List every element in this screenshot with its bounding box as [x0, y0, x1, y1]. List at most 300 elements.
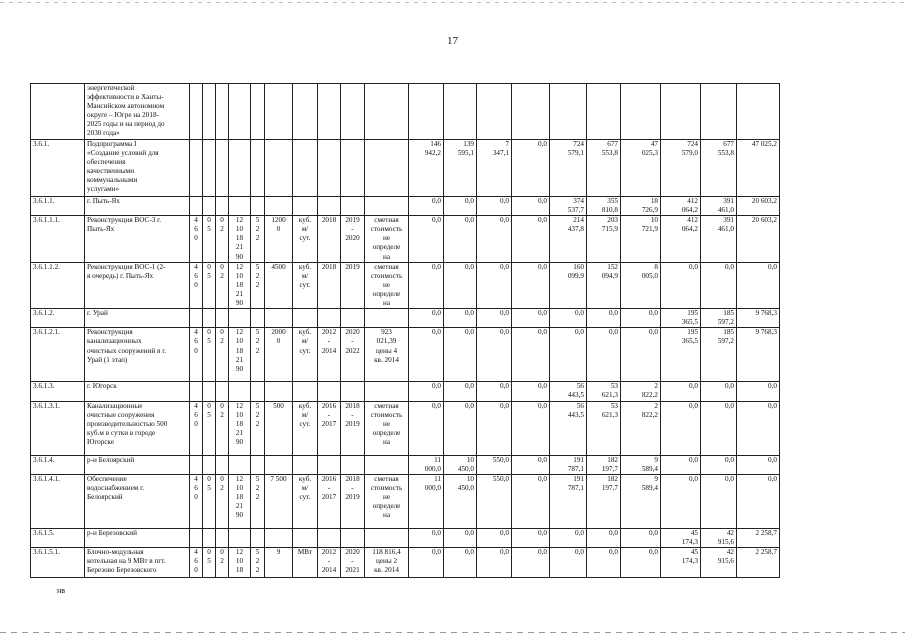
cell-v8: 0,0 — [661, 455, 701, 474]
cell-f1 — [190, 382, 203, 401]
cell-f5 — [251, 455, 265, 474]
cell-v1: 0,0 — [409, 328, 444, 382]
cell-f4 — [229, 528, 251, 547]
cell-cost — [365, 197, 409, 216]
cell-f1 — [190, 140, 203, 197]
cell-v2: 139 595,1 — [444, 140, 477, 197]
cell-f5: 5 2 2 — [251, 474, 265, 528]
cell-v9: 0,0 — [701, 474, 737, 528]
cell-name: р-н Белоярский — [85, 455, 190, 474]
cell-unit — [293, 309, 318, 328]
cell-unit: куб. м/ сут. — [293, 328, 318, 382]
scan-edge-top — [0, 2, 905, 3]
cell-f4: 12 10 18 21 90 — [229, 401, 251, 455]
cell-v6: 0,0 — [587, 547, 621, 577]
cell-y2 — [341, 382, 365, 401]
cell-v4: 0,0 — [512, 474, 550, 528]
cell-cost — [365, 84, 409, 140]
cell-cost: сметная стоимость не определе на — [365, 474, 409, 528]
cell-y1 — [318, 382, 341, 401]
cell-cap — [265, 197, 293, 216]
cell-f4: 12 10 18 21 90 — [229, 474, 251, 528]
cell-v9: 42 915,6 — [701, 547, 737, 577]
cell-v2: 10 450,0 — [444, 455, 477, 474]
cell-v6: 53 621,3 — [587, 382, 621, 401]
cell-code — [31, 84, 85, 140]
cell-v7: 18 726,9 — [621, 197, 661, 216]
cell-cap: 4500 — [265, 262, 293, 308]
cell-v4: 0,0 — [512, 309, 550, 328]
footer-mark: нв — [57, 586, 66, 595]
cell-v10 — [737, 84, 780, 140]
cell-f4: 12 10 18 21 90 — [229, 216, 251, 262]
cell-v10: 2 258,7 — [737, 528, 780, 547]
cell-y2: 2018 - 2019 — [341, 401, 365, 455]
cell-f1: 4 6 0 — [190, 216, 203, 262]
cell-f5 — [251, 382, 265, 401]
cell-v8 — [661, 84, 701, 140]
cell-y1 — [318, 309, 341, 328]
cell-y1 — [318, 140, 341, 197]
cell-cost: 118 816,4 цены 2 кв. 2014 — [365, 547, 409, 577]
cell-f4 — [229, 455, 251, 474]
cell-v9: 391 461,0 — [701, 197, 737, 216]
cell-y2: 2018 - 2019 — [341, 474, 365, 528]
cell-f3 — [216, 309, 229, 328]
cell-f2: 0 5 — [203, 474, 216, 528]
cell-code: 3.6.1. — [31, 140, 85, 197]
cell-f5: 5 2 2 — [251, 216, 265, 262]
cell-y1: 2016 - 2017 — [318, 401, 341, 455]
cell-v3: 7 347,1 — [477, 140, 512, 197]
cell-f2: 0 5 — [203, 328, 216, 382]
cell-v8: 45 174,3 — [661, 528, 701, 547]
document-sheet — [30, 83, 780, 578]
cell-v4: 0,0 — [512, 328, 550, 382]
cell-cap: 2000 0 — [265, 328, 293, 382]
cell-v6: 0,0 — [587, 328, 621, 382]
cell-f2 — [203, 84, 216, 140]
cell-v9 — [701, 84, 737, 140]
cell-v1 — [409, 84, 444, 140]
cell-f1 — [190, 197, 203, 216]
table-row — [31, 455, 780, 474]
cell-v6 — [587, 84, 621, 140]
cell-v2: 0,0 — [444, 382, 477, 401]
cell-cost — [365, 140, 409, 197]
cell-f3: 0 2 — [216, 328, 229, 382]
cell-v2: 0,0 — [444, 401, 477, 455]
cell-v1: 11 000,0 — [409, 455, 444, 474]
cell-v5: 191 787,1 — [550, 474, 587, 528]
cell-f1 — [190, 309, 203, 328]
cell-v9: 677 553,8 — [701, 140, 737, 197]
cell-f3: 0 2 — [216, 474, 229, 528]
cell-v3: 0,0 — [477, 401, 512, 455]
cell-v1: 0,0 — [409, 309, 444, 328]
cell-v7: 10 721,9 — [621, 216, 661, 262]
cell-v9: 42 915,6 — [701, 528, 737, 547]
cell-v4: 0,0 — [512, 401, 550, 455]
scan-edge-bottom — [0, 632, 905, 633]
cell-v5: 191 787,1 — [550, 455, 587, 474]
cell-v8: 0,0 — [661, 401, 701, 455]
cell-name: Обеспечение водоснабжением г. Белоярский — [85, 474, 190, 528]
cell-cap — [265, 528, 293, 547]
cell-code: 3.6.1.4. — [31, 455, 85, 474]
cell-v10: 9 768,3 — [737, 309, 780, 328]
cell-f2 — [203, 455, 216, 474]
cell-f1 — [190, 528, 203, 547]
cell-v1: 146 942,2 — [409, 140, 444, 197]
cell-unit — [293, 140, 318, 197]
cell-v2: 0,0 — [444, 309, 477, 328]
program-table — [30, 83, 780, 578]
cell-v1: 0,0 — [409, 401, 444, 455]
cell-unit: куб. м/ сут. — [293, 262, 318, 308]
cell-v1: 0,0 — [409, 262, 444, 308]
cell-v7: 0,0 — [621, 328, 661, 382]
cell-cap — [265, 140, 293, 197]
cell-f2 — [203, 140, 216, 197]
cell-v7: 9 589,4 — [621, 455, 661, 474]
cell-unit — [293, 197, 318, 216]
table-row — [31, 197, 780, 216]
cell-code: 3.6.1.5. — [31, 528, 85, 547]
cell-v10: 0,0 — [737, 262, 780, 308]
cell-f1: 4 6 0 — [190, 401, 203, 455]
cell-v2: 0,0 — [444, 528, 477, 547]
table-row — [31, 84, 780, 140]
table-row — [31, 474, 780, 528]
cell-v3: 0,0 — [477, 197, 512, 216]
cell-cost: 923 021,39 цены 4 кв. 2014 — [365, 328, 409, 382]
cell-v10: 0,0 — [737, 474, 780, 528]
cell-y1 — [318, 455, 341, 474]
cell-v3 — [477, 84, 512, 140]
cell-v9: 185 597,2 — [701, 328, 737, 382]
cell-v7: 0,0 — [621, 547, 661, 577]
cell-v7: 0,0 — [621, 309, 661, 328]
cell-v8: 195 365,5 — [661, 309, 701, 328]
cell-f2 — [203, 309, 216, 328]
table-row — [31, 401, 780, 455]
cell-code: 3.6.1.1.1. — [31, 216, 85, 262]
cell-f2 — [203, 197, 216, 216]
cell-f5 — [251, 140, 265, 197]
cell-y2 — [341, 84, 365, 140]
cell-v4: 0,0 — [512, 197, 550, 216]
cell-v6: 182 197,7 — [587, 455, 621, 474]
cell-v9: 0,0 — [701, 262, 737, 308]
cell-v4: 0,0 — [512, 382, 550, 401]
cell-v6: 53 621,3 — [587, 401, 621, 455]
cell-f5 — [251, 309, 265, 328]
cell-unit — [293, 455, 318, 474]
cell-cap: 1200 0 — [265, 216, 293, 262]
cell-v1: 0,0 — [409, 197, 444, 216]
cell-f2: 0 5 — [203, 401, 216, 455]
table-body — [31, 84, 780, 578]
cell-v10: 0,0 — [737, 455, 780, 474]
table-row — [31, 528, 780, 547]
cell-v6: 152 094,9 — [587, 262, 621, 308]
cell-f1: 4 6 0 — [190, 328, 203, 382]
cell-f3 — [216, 528, 229, 547]
cell-cost — [365, 528, 409, 547]
cell-v10: 47 025,2 — [737, 140, 780, 197]
cell-cost: сметная стоимость не определе на — [365, 216, 409, 262]
cell-name: Канализационные очистные сооружения производительностью 500 куб.м в сутки в городе Югорске — [85, 401, 190, 455]
cell-y1 — [318, 528, 341, 547]
cell-y2 — [341, 197, 365, 216]
cell-v5: 160 099,9 — [550, 262, 587, 308]
cell-v10: 9 768,3 — [737, 328, 780, 382]
cell-v2: 0,0 — [444, 547, 477, 577]
cell-v2: 0,0 — [444, 262, 477, 308]
table-row — [31, 309, 780, 328]
cell-cap — [265, 309, 293, 328]
cell-cap — [265, 382, 293, 401]
cell-v8: 412 064,2 — [661, 197, 701, 216]
cell-v3: 0,0 — [477, 547, 512, 577]
cell-name: энергетической эффективности в Ханты- Мансийском автономном округе – Югре на 2018- 2025 годы и на период до 2030 года» — [85, 84, 190, 140]
cell-v9: 0,0 — [701, 401, 737, 455]
cell-v1: 0,0 — [409, 547, 444, 577]
page-number: 17 — [447, 35, 458, 47]
cell-v1: 0,0 — [409, 216, 444, 262]
cell-v6: 355 810,8 — [587, 197, 621, 216]
cell-v3: 0,0 — [477, 382, 512, 401]
cell-v5: 724 579,1 — [550, 140, 587, 197]
table-row — [31, 547, 780, 577]
cell-v5: 214 437,8 — [550, 216, 587, 262]
cell-f1 — [190, 455, 203, 474]
cell-v4: 0,0 — [512, 216, 550, 262]
cell-y2 — [341, 455, 365, 474]
cell-unit: куб. м/ сут. — [293, 216, 318, 262]
cell-y1: 2018 — [318, 216, 341, 262]
cell-v9: 185 597,2 — [701, 309, 737, 328]
cell-v4: 0,0 — [512, 528, 550, 547]
cell-cap: 500 — [265, 401, 293, 455]
cell-unit — [293, 528, 318, 547]
cell-v5: 0,0 — [550, 328, 587, 382]
cell-cost: сметная стоимость не определе на — [365, 401, 409, 455]
table-row — [31, 262, 780, 308]
cell-v5: 0,0 — [550, 309, 587, 328]
cell-f4 — [229, 84, 251, 140]
cell-v1: 0,0 — [409, 382, 444, 401]
cell-v3: 0,0 — [477, 309, 512, 328]
cell-v2: 0,0 — [444, 216, 477, 262]
cell-code: 3.6.1.3.1. — [31, 401, 85, 455]
cell-y2 — [341, 309, 365, 328]
cell-cap: 7 500 — [265, 474, 293, 528]
cell-f4 — [229, 309, 251, 328]
cell-cost — [365, 382, 409, 401]
cell-code: 3.6.1.1. — [31, 197, 85, 216]
cell-y1: 2012 - 2014 — [318, 328, 341, 382]
cell-name: р-н Березовский — [85, 528, 190, 547]
cell-y2 — [341, 528, 365, 547]
cell-v3: 0,0 — [477, 262, 512, 308]
cell-v5: 56 443,5 — [550, 382, 587, 401]
table-row — [31, 328, 780, 382]
cell-cost — [365, 455, 409, 474]
cell-cap: 9 — [265, 547, 293, 577]
cell-f2 — [203, 382, 216, 401]
cell-f3: 0 2 — [216, 401, 229, 455]
cell-v6: 0,0 — [587, 528, 621, 547]
cell-name: Блочно-модульная котельная на 9 МВт в пгт. Березово Березовского — [85, 547, 190, 577]
cell-y1 — [318, 197, 341, 216]
cell-v2: 0,0 — [444, 328, 477, 382]
cell-f1: 4 6 0 — [190, 262, 203, 308]
cell-unit: МВт — [293, 547, 318, 577]
cell-f4 — [229, 382, 251, 401]
cell-unit: куб. м/ сут. — [293, 401, 318, 455]
cell-y1: 2012 - 2014 — [318, 547, 341, 577]
cell-f5: 5 2 2 — [251, 328, 265, 382]
cell-y1: 2016 - 2017 — [318, 474, 341, 528]
cell-f4: 12 10 18 21 90 — [229, 262, 251, 308]
cell-v3: 0,0 — [477, 216, 512, 262]
cell-v2: 0,0 — [444, 197, 477, 216]
cell-y1 — [318, 84, 341, 140]
cell-v6: 203 715,9 — [587, 216, 621, 262]
cell-f3 — [216, 84, 229, 140]
cell-f3 — [216, 140, 229, 197]
cell-unit — [293, 382, 318, 401]
cell-y2: 2019 — [341, 262, 365, 308]
cell-v5 — [550, 84, 587, 140]
cell-cost — [365, 309, 409, 328]
cell-v10: 0,0 — [737, 382, 780, 401]
cell-v7 — [621, 84, 661, 140]
cell-y2: 2020 - 2021 — [341, 547, 365, 577]
cell-name: Реконструкция ВОС-1 (2- я очередь) г. Пыть-Ях — [85, 262, 190, 308]
cell-v3: 0,0 — [477, 528, 512, 547]
cell-v8: 412 064,2 — [661, 216, 701, 262]
cell-f5: 5 2 2 — [251, 547, 265, 577]
table-row — [31, 216, 780, 262]
cell-v6: 182 197,7 — [587, 474, 621, 528]
cell-v10: 20 603,2 — [737, 216, 780, 262]
cell-v8: 0,0 — [661, 474, 701, 528]
cell-name: г. Пыть-Ях — [85, 197, 190, 216]
cell-y1: 2018 — [318, 262, 341, 308]
cell-v4: 0,0 — [512, 262, 550, 308]
cell-code: 3.6.1.3. — [31, 382, 85, 401]
cell-y2: 2019 - 2020 — [341, 216, 365, 262]
cell-v5: 0,0 — [550, 547, 587, 577]
cell-code: 3.6.1.4.1. — [31, 474, 85, 528]
cell-v2: 10 450,0 — [444, 474, 477, 528]
cell-f3 — [216, 382, 229, 401]
cell-v3: 550,0 — [477, 455, 512, 474]
cell-y2: 2020 - 2022 — [341, 328, 365, 382]
cell-v6: 0,0 — [587, 309, 621, 328]
cell-f1: 4 6 0 — [190, 474, 203, 528]
cell-v4: 0,0 — [512, 140, 550, 197]
cell-v7: 8 005,0 — [621, 262, 661, 308]
cell-code: 3.6.1.2.1. — [31, 328, 85, 382]
cell-name: г. Югорск — [85, 382, 190, 401]
cell-y2 — [341, 140, 365, 197]
cell-f5: 5 2 2 — [251, 401, 265, 455]
cell-v8: 195 365,5 — [661, 328, 701, 382]
cell-v9: 0,0 — [701, 455, 737, 474]
cell-name: Реконструкция ВОС-3 г. Пыть-Ях — [85, 216, 190, 262]
cell-name: Реконструкция канализационных очистных сооружений в г. Урай (1 этап) — [85, 328, 190, 382]
cell-v8: 45 174,3 — [661, 547, 701, 577]
table-row — [31, 140, 780, 197]
cell-f5 — [251, 528, 265, 547]
cell-v3: 0,0 — [477, 328, 512, 382]
cell-f3: 0 2 — [216, 262, 229, 308]
cell-f3: 0 2 — [216, 216, 229, 262]
cell-v7: 47 025,3 — [621, 140, 661, 197]
cell-code: 3.6.1.1.2. — [31, 262, 85, 308]
cell-v9: 0,0 — [701, 382, 737, 401]
cell-v8: 0,0 — [661, 382, 701, 401]
cell-v10: 0,0 — [737, 401, 780, 455]
cell-v6: 677 553,8 — [587, 140, 621, 197]
cell-f5 — [251, 197, 265, 216]
cell-f3: 0 2 — [216, 547, 229, 577]
cell-f4: 12 10 18 — [229, 547, 251, 577]
cell-v5: 374 537,7 — [550, 197, 587, 216]
cell-code: 3.6.1.5.1. — [31, 547, 85, 577]
cell-f4 — [229, 197, 251, 216]
cell-v10: 2 258,7 — [737, 547, 780, 577]
cell-code: 3.6.1.2. — [31, 309, 85, 328]
cell-v5: 56 443,5 — [550, 401, 587, 455]
cell-v3: 550,0 — [477, 474, 512, 528]
cell-v1: 0,0 — [409, 528, 444, 547]
cell-name: Подпрограмма I «Создание условий для обеспечения качественными коммунальными услугами» — [85, 140, 190, 197]
cell-f3 — [216, 455, 229, 474]
cell-v4: 0,0 — [512, 455, 550, 474]
cell-f3 — [216, 197, 229, 216]
cell-f4 — [229, 140, 251, 197]
cell-v1: 11 000,0 — [409, 474, 444, 528]
cell-v7: 0,0 — [621, 528, 661, 547]
table-row — [31, 382, 780, 401]
cell-v7: 9 589,4 — [621, 474, 661, 528]
cell-f4: 12 10 18 21 90 — [229, 328, 251, 382]
cell-v2 — [444, 84, 477, 140]
cell-f1 — [190, 84, 203, 140]
cell-unit — [293, 84, 318, 140]
cell-v4: 0,0 — [512, 547, 550, 577]
cell-v7: 2 822,2 — [621, 401, 661, 455]
cell-cap — [265, 84, 293, 140]
cell-f5 — [251, 84, 265, 140]
cell-f2 — [203, 528, 216, 547]
cell-v5: 0,0 — [550, 528, 587, 547]
cell-v10: 20 603,2 — [737, 197, 780, 216]
cell-v8: 724 579,0 — [661, 140, 701, 197]
cell-f2: 0 5 — [203, 216, 216, 262]
cell-f5: 5 2 2 — [251, 262, 265, 308]
cell-f1: 4 6 0 — [190, 547, 203, 577]
cell-f2: 0 5 — [203, 262, 216, 308]
cell-cost: сметная стоимость не определе на — [365, 262, 409, 308]
cell-v4 — [512, 84, 550, 140]
cell-v8: 0,0 — [661, 262, 701, 308]
